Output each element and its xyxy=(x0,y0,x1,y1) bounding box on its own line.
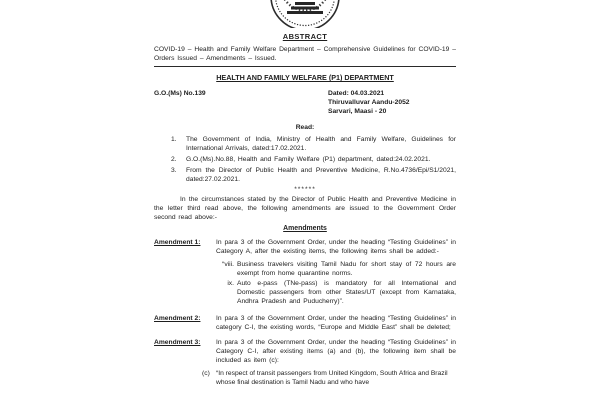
subitem-ix xyxy=(220,279,456,306)
sarvari-maasi-line: Sarvari, Maasi - 20 xyxy=(328,108,387,115)
amendment-label: Amendment 3: xyxy=(154,339,201,346)
amendment-text: In para 3 of the Government Order, under the heading “Testing Guidelines” in Category A, after the existing items, the following items shall be added:- xyxy=(216,239,456,255)
amendment-1-subitems xyxy=(220,260,456,306)
read-list xyxy=(154,135,456,184)
amendments-title: Amendments xyxy=(283,225,327,232)
subitem-number: ix. xyxy=(227,280,234,287)
asterisk-separator: ****** xyxy=(294,186,316,193)
government-order-page xyxy=(154,0,456,387)
read-item-number: 2. xyxy=(171,156,177,163)
amendment-1 xyxy=(154,238,456,256)
department-title: HEALTH AND FAMILY WELFARE (P1) DEPARTMENT xyxy=(216,73,394,82)
amendment-3 xyxy=(154,338,456,365)
read-item-1 xyxy=(171,135,456,153)
read-item-3 xyxy=(171,166,456,184)
read-item-number: 1. xyxy=(171,136,177,143)
item-c-number: (c) xyxy=(202,370,210,377)
read-item-text: The Government of India, Ministry of Health and Family Welfare, Guidelines for International Arrivals, dated:17.02.2021. xyxy=(186,136,456,152)
amendment-2 xyxy=(154,314,456,332)
circumstances-paragraph: In the circumstances stated by the Director of Public Health and Preventive Medicine in the letter third read above, the following amendments are issued to the Government Order second read above:- xyxy=(154,196,456,221)
amendment-text: In para 3 of the Government Order, under the heading “Testing Guidelines” in Category C-I, after existing items (a) and (b), the following item shall be included as item (c): xyxy=(216,339,456,364)
subitem-text: Business travelers visiting Tamil Nadu for short stay of 72 hours are exempt from home quarantine norms. xyxy=(237,261,456,277)
read-item-text: From the Director of Public Health and Preventive Medicine, R.No.4736/Epi/S1/2021, dated:27.02.2021. xyxy=(186,167,456,183)
dated-block xyxy=(328,89,456,116)
order-header-row xyxy=(154,89,456,116)
amendment-text: In para 3 of the Government Order, under the heading “Testing Guidelines” in category C-I, the existing words, “Europe and Middle East” shall be deleted; xyxy=(216,315,456,331)
amendment-label: Amendment 2: xyxy=(154,315,201,322)
government-seal-icon xyxy=(269,0,341,28)
abstract-text: COVID-19 – Health and Family Welfare Department – Comprehensive Guidelines for COVID-19 – Orders Issued – Amendments – Issued. xyxy=(154,45,456,67)
read-item-2 xyxy=(171,155,456,164)
read-label: Read: xyxy=(295,124,315,131)
go-number: G.O.(Ms) No.139 xyxy=(154,90,206,97)
item-c-text: “In respect of transit passengers from United Kingdom, South Africa and Brazil whose final destination is Tamil Nadu and who have xyxy=(216,370,448,386)
amendment-label: Amendment 1: xyxy=(154,239,201,246)
thiruvalluvar-aandu-line: Thiruvalluvar Aandu-2052 xyxy=(328,99,410,106)
abstract-title: ABSTRACT xyxy=(282,32,328,41)
item-c-paragraph xyxy=(202,369,456,387)
subitem-viii xyxy=(220,260,456,278)
read-item-text: G.O.(Ms).No.88, Health and Family Welfare (P1) department, dated:24.02.2021. xyxy=(186,156,431,163)
read-item-number: 3. xyxy=(171,167,177,174)
subitem-number: “viii. xyxy=(222,261,234,268)
dated-line: Dated: 04.03.2021 xyxy=(328,90,385,97)
subitem-text: Auto e-pass (TNe-pass) is mandatory for all International and Domestic passengers from other States/UT (except from Karnataka, Andhra Pradesh and Puducherry)”. xyxy=(237,280,456,305)
